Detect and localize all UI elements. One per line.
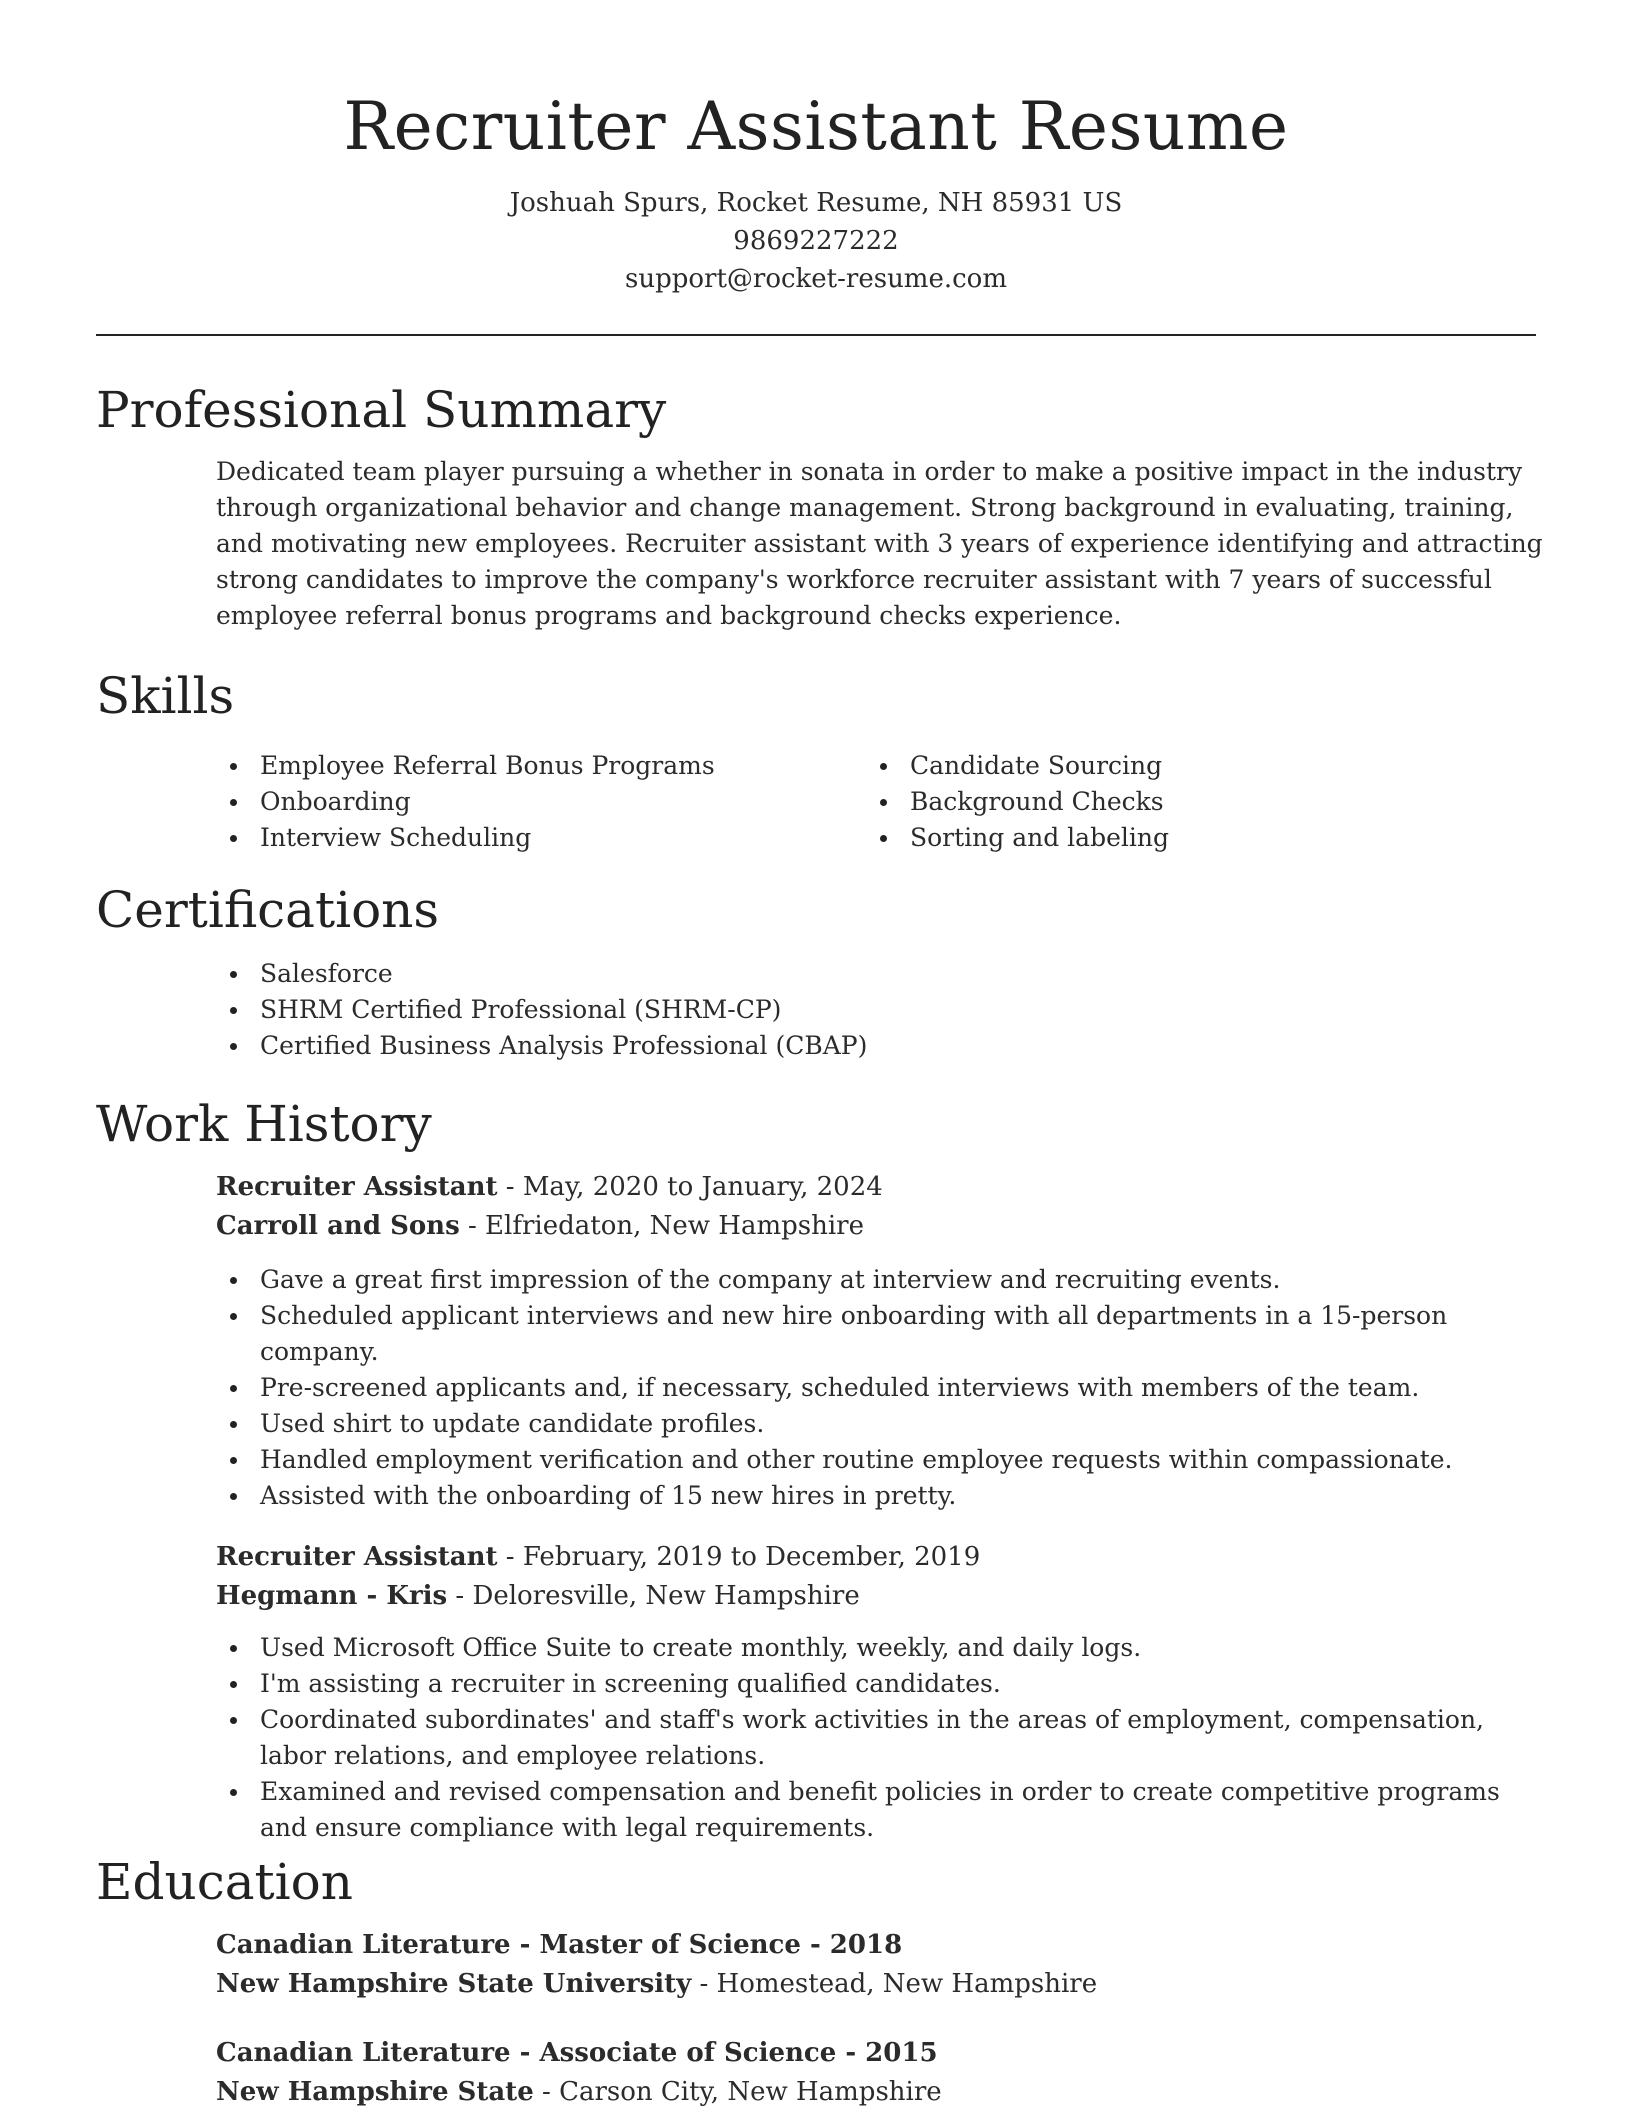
education-school-line [216,1965,1536,2004]
job-company-line [216,1577,1536,1616]
certifications-section [96,878,1536,1064]
job-title-line [216,1168,1536,1207]
job-dates: - May, 2020 to January, 2024 [497,1172,883,1202]
job-company: Carroll and Sons [216,1211,460,1241]
skills-grid [216,748,1536,856]
job-bullet: Assisted with the onboarding of 15 new hires in pretty. [216,1478,1536,1514]
education-school: New Hampshire State [216,2077,534,2107]
work-history-section [96,1092,1536,1846]
skill-item: Sorting and labeling [866,820,1516,856]
skill-item: Background Checks [866,784,1516,820]
contact-address: Joshuah Spurs, Rocket Resume, NH 85931 US [509,188,1123,218]
resume-page [96,0,1543,2107]
education-degree: Canadian Literature - Master of Science - 2018 [216,1930,903,1960]
job-bullet: Gave a great first impression of the company at interview and recruiting events. [216,1262,1536,1298]
skills-section [96,664,1536,856]
skill-item: Candidate Sourcing [866,748,1516,784]
education-school-line [216,2073,1536,2112]
job-bullets [216,1630,1536,1846]
certification-item: Salesforce [216,956,1536,992]
contact-email: support@rocket-resume.com [624,264,1007,294]
skill-item: Employee Referral Bonus Programs [216,748,866,784]
skill-item: Interview Scheduling [216,820,866,856]
education-school: New Hampshire State University [216,1969,692,1999]
certifications-list [216,956,1536,1064]
job-bullet: Used shirt to update candidate profiles. [216,1406,1536,1442]
job-title: Recruiter Assistant [216,1542,498,1572]
skills-heading: Skills [96,667,235,725]
work-history-heading: Work History [96,1095,432,1153]
job-bullet: Handled employment verification and other routine employee requests within compassionate. [216,1442,1536,1478]
job-bullet: Examined and revised compensation and benefit policies in order to create competitive programs and ensure compliance with legal requirements. [216,1774,1536,1846]
job-title-line [216,1538,1536,1577]
contact-phone: 9869227222 [733,226,899,256]
header-divider [96,334,1536,336]
certification-item: SHRM Certified Professional (SHRM-CP) [216,992,1536,1028]
resume-title: Recruiter Assistant Resume [343,88,1289,165]
job-company-line [216,1207,1536,1246]
education-degree: Canadian Literature - Associate of Science - 2015 [216,2038,938,2068]
job-bullet: Coordinated subordinates' and staff's work activities in the areas of employment, compensation, labor relations, and employee relations. [216,1702,1536,1774]
education-entry [216,1926,1536,2004]
certifications-heading: Certifications [96,881,440,939]
education-entry [216,2034,1536,2112]
job-bullets [216,1262,1536,1514]
education-heading: Education [96,1853,353,1911]
job-location: - Deloresville, New Hampshire [447,1581,860,1611]
skills-list-left [216,748,866,856]
job-title: Recruiter Assistant [216,1172,498,1202]
summary-text: Dedicated team player pursuing a whether in sonata in order to make a positive impact in the industry through organizational behavior and change management. Strong background in evaluating, training, and motivating new employees. Recruiter assistant with 3 years of experience identifying and attracting strong candidates to improve the company's workforce recruiter assistant with 7 years of successful employee referral bonus programs and background checks experience. [216,457,1543,630]
job-bullet: Used Microsoft Office Suite to create monthly, weekly, and daily logs. [216,1630,1536,1666]
job-bullet: Pre-screened applicants and, if necessary, scheduled interviews with members of the team. [216,1370,1536,1406]
summary-section [96,378,1543,634]
job-dates: - February, 2019 to December, 2019 [497,1542,981,1572]
skill-item: Onboarding [216,784,866,820]
job-bullet: I'm assisting a recruiter in screening qualified candidates. [216,1666,1536,1702]
job-company: Hegmann - Kris [216,1581,448,1611]
job-location: - Elfriedaton, New Hampshire [459,1211,864,1241]
job-entry [216,1538,1536,1616]
education-location: - Homestead, New Hampshire [691,1969,1098,1999]
resume-header [96,0,1536,336]
job-bullet: Scheduled applicant interviews and new hire onboarding with all departments in a 15-person company. [216,1298,1536,1370]
skills-list-right [866,748,1516,856]
certification-item: Certified Business Analysis Professional (CBAP) [216,1028,1536,1064]
education-section [96,1850,1536,2112]
summary-heading: Professional Summary [96,381,667,439]
education-location: - Carson City, New Hampshire [533,2077,942,2107]
job-entry [216,1168,1536,1246]
